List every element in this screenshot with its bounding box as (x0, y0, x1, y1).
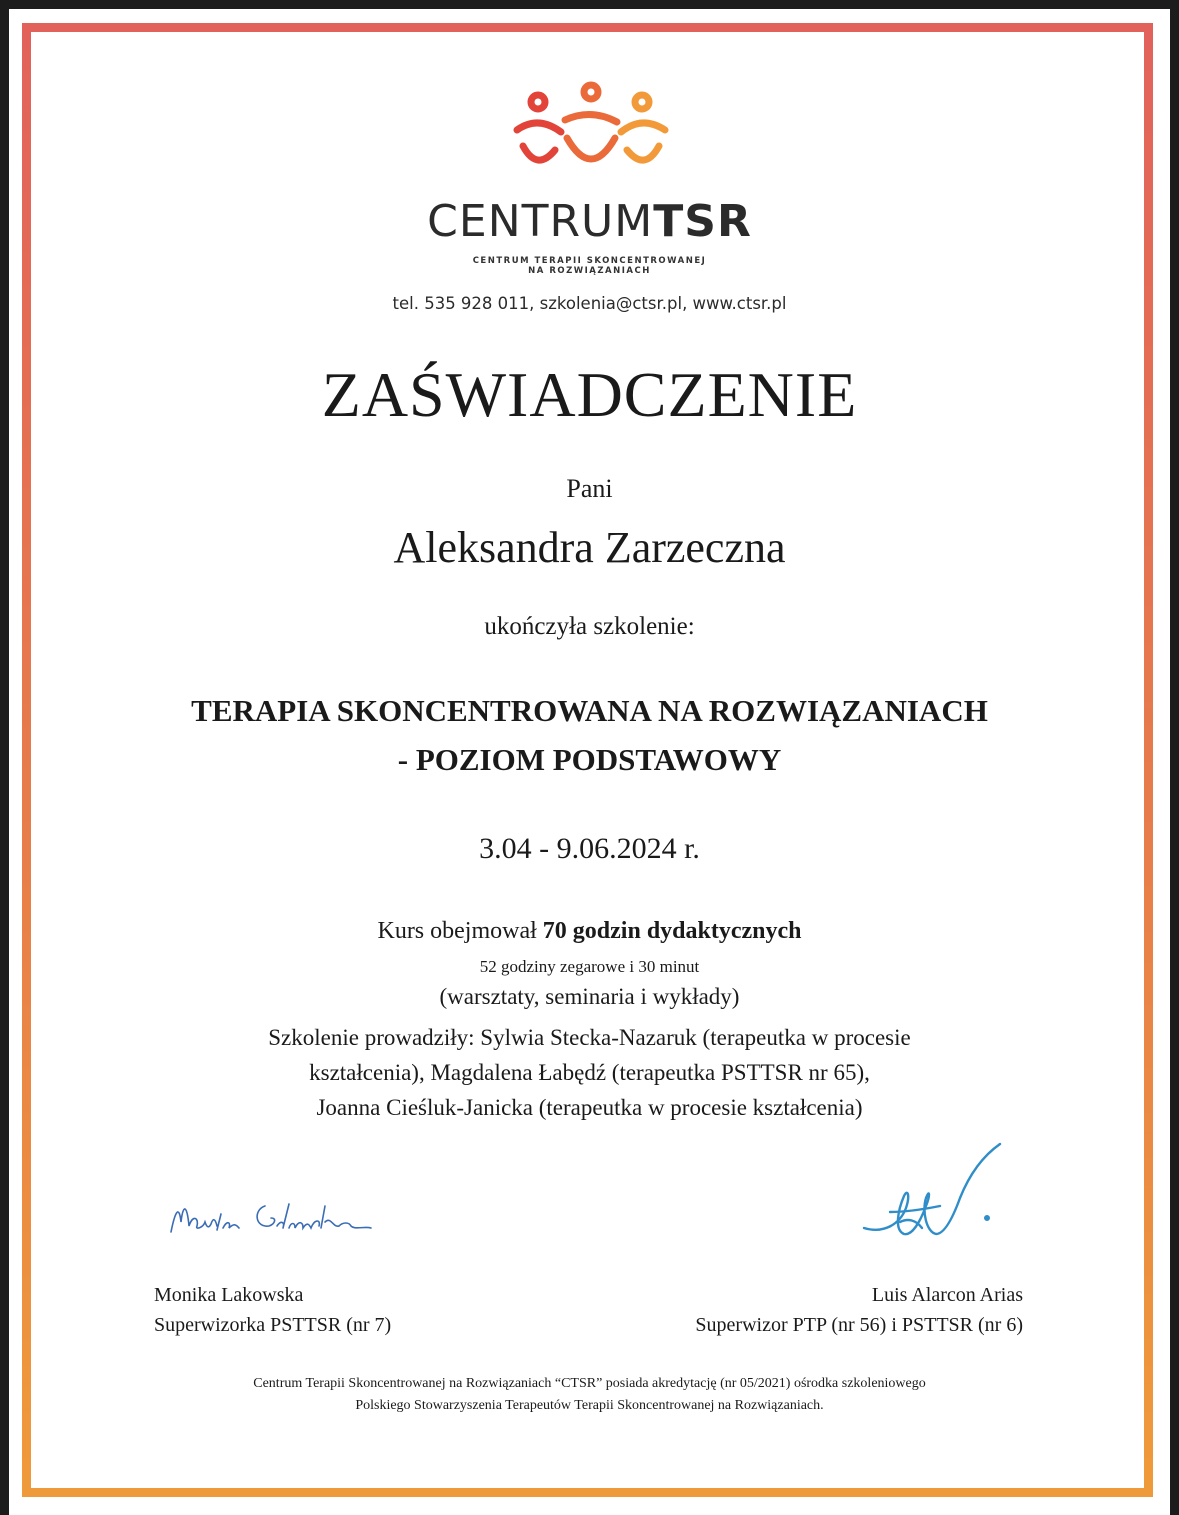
signer-left-name: Monika Lakowska (154, 1284, 304, 1306)
course-dates: 3.04 - 9.06.2024 r. (479, 832, 700, 865)
course-hours-prefix: Kurs obejmował (377, 918, 543, 944)
signer-right (695, 1280, 1023, 1340)
course-forms: (warsztaty, seminaria i wykłady) (439, 984, 740, 1009)
course-hours-bold: 70 godzin dydaktycznych (542, 918, 802, 944)
contact-info: tel. 535 928 011, szkolenia@ctsr.pl, www.ctsr.pl (392, 294, 787, 313)
recipient-name: Aleksandra Zarzeczna (393, 523, 786, 572)
trainers-line1: Szkolenie prowadziły: Sylwia Stecka-Nazaruk (terapeutka w procesie (268, 1025, 911, 1050)
trainers-line2: kształcenia), Magdalena Łabędź (terapeutka PSTTSR nr 65), (309, 1060, 870, 1085)
signature-left-image (165, 1192, 380, 1242)
logo-subtitle (0, 256, 1179, 276)
logo-wordmark (0, 196, 1179, 247)
signer-left-role: Superwizorka PSTTSR (nr 7) (154, 1314, 392, 1336)
trainers-list (0, 1020, 1179, 1125)
course-title-line2: - POZIOM PODSTAWOWY (397, 742, 782, 777)
accreditation-footer (0, 1373, 1179, 1417)
salutation: Pani (566, 474, 613, 503)
logo-subtitle-line1: CENTRUM TERAPII SKONCENTROWANEJ (472, 256, 707, 266)
course-hours (0, 918, 1179, 945)
course-title (0, 686, 1179, 784)
signature-right-image (860, 1138, 1010, 1248)
course-title-line1: TERAPIA SKONCENTROWANA NA ROZWIĄZANIACH (191, 693, 988, 728)
course-clock-hours: 52 godziny zegarowe i 30 minut (479, 957, 700, 976)
ctsr-logo-icon (505, 80, 675, 180)
footer-line2: Polskiego Stowarzyszenia Terapeutów Terapii Skoncentrowanej na Rozwiązaniach. (355, 1398, 824, 1413)
trainers-line3: Joanna Cieśluk-Janicka (terapeutka w procesie kształcenia) (316, 1095, 863, 1120)
logo-subtitle-line2: NA ROZWIĄZANIACH (528, 266, 651, 276)
completed-text: ukończyła szkolenie: (484, 613, 695, 640)
signer-right-role: Superwizor PTP (nr 56) i PSTTSR (nr 6) (695, 1314, 1023, 1336)
footer-line1: Centrum Terapii Skoncentrowanej na Rozwiązaniach “CTSR” posiada akredytację (nr 05/2021) ośrodka szkoleniowego (253, 1376, 926, 1391)
signer-left (154, 1280, 391, 1340)
logo-wordmark-regular: CENTRUM (427, 196, 654, 247)
signer-right-name: Luis Alarcon Arias (871, 1284, 1023, 1306)
logo-wordmark-bold: TSR (653, 196, 752, 247)
certificate-title: ZAŚWIADCZENIE (321, 359, 858, 430)
